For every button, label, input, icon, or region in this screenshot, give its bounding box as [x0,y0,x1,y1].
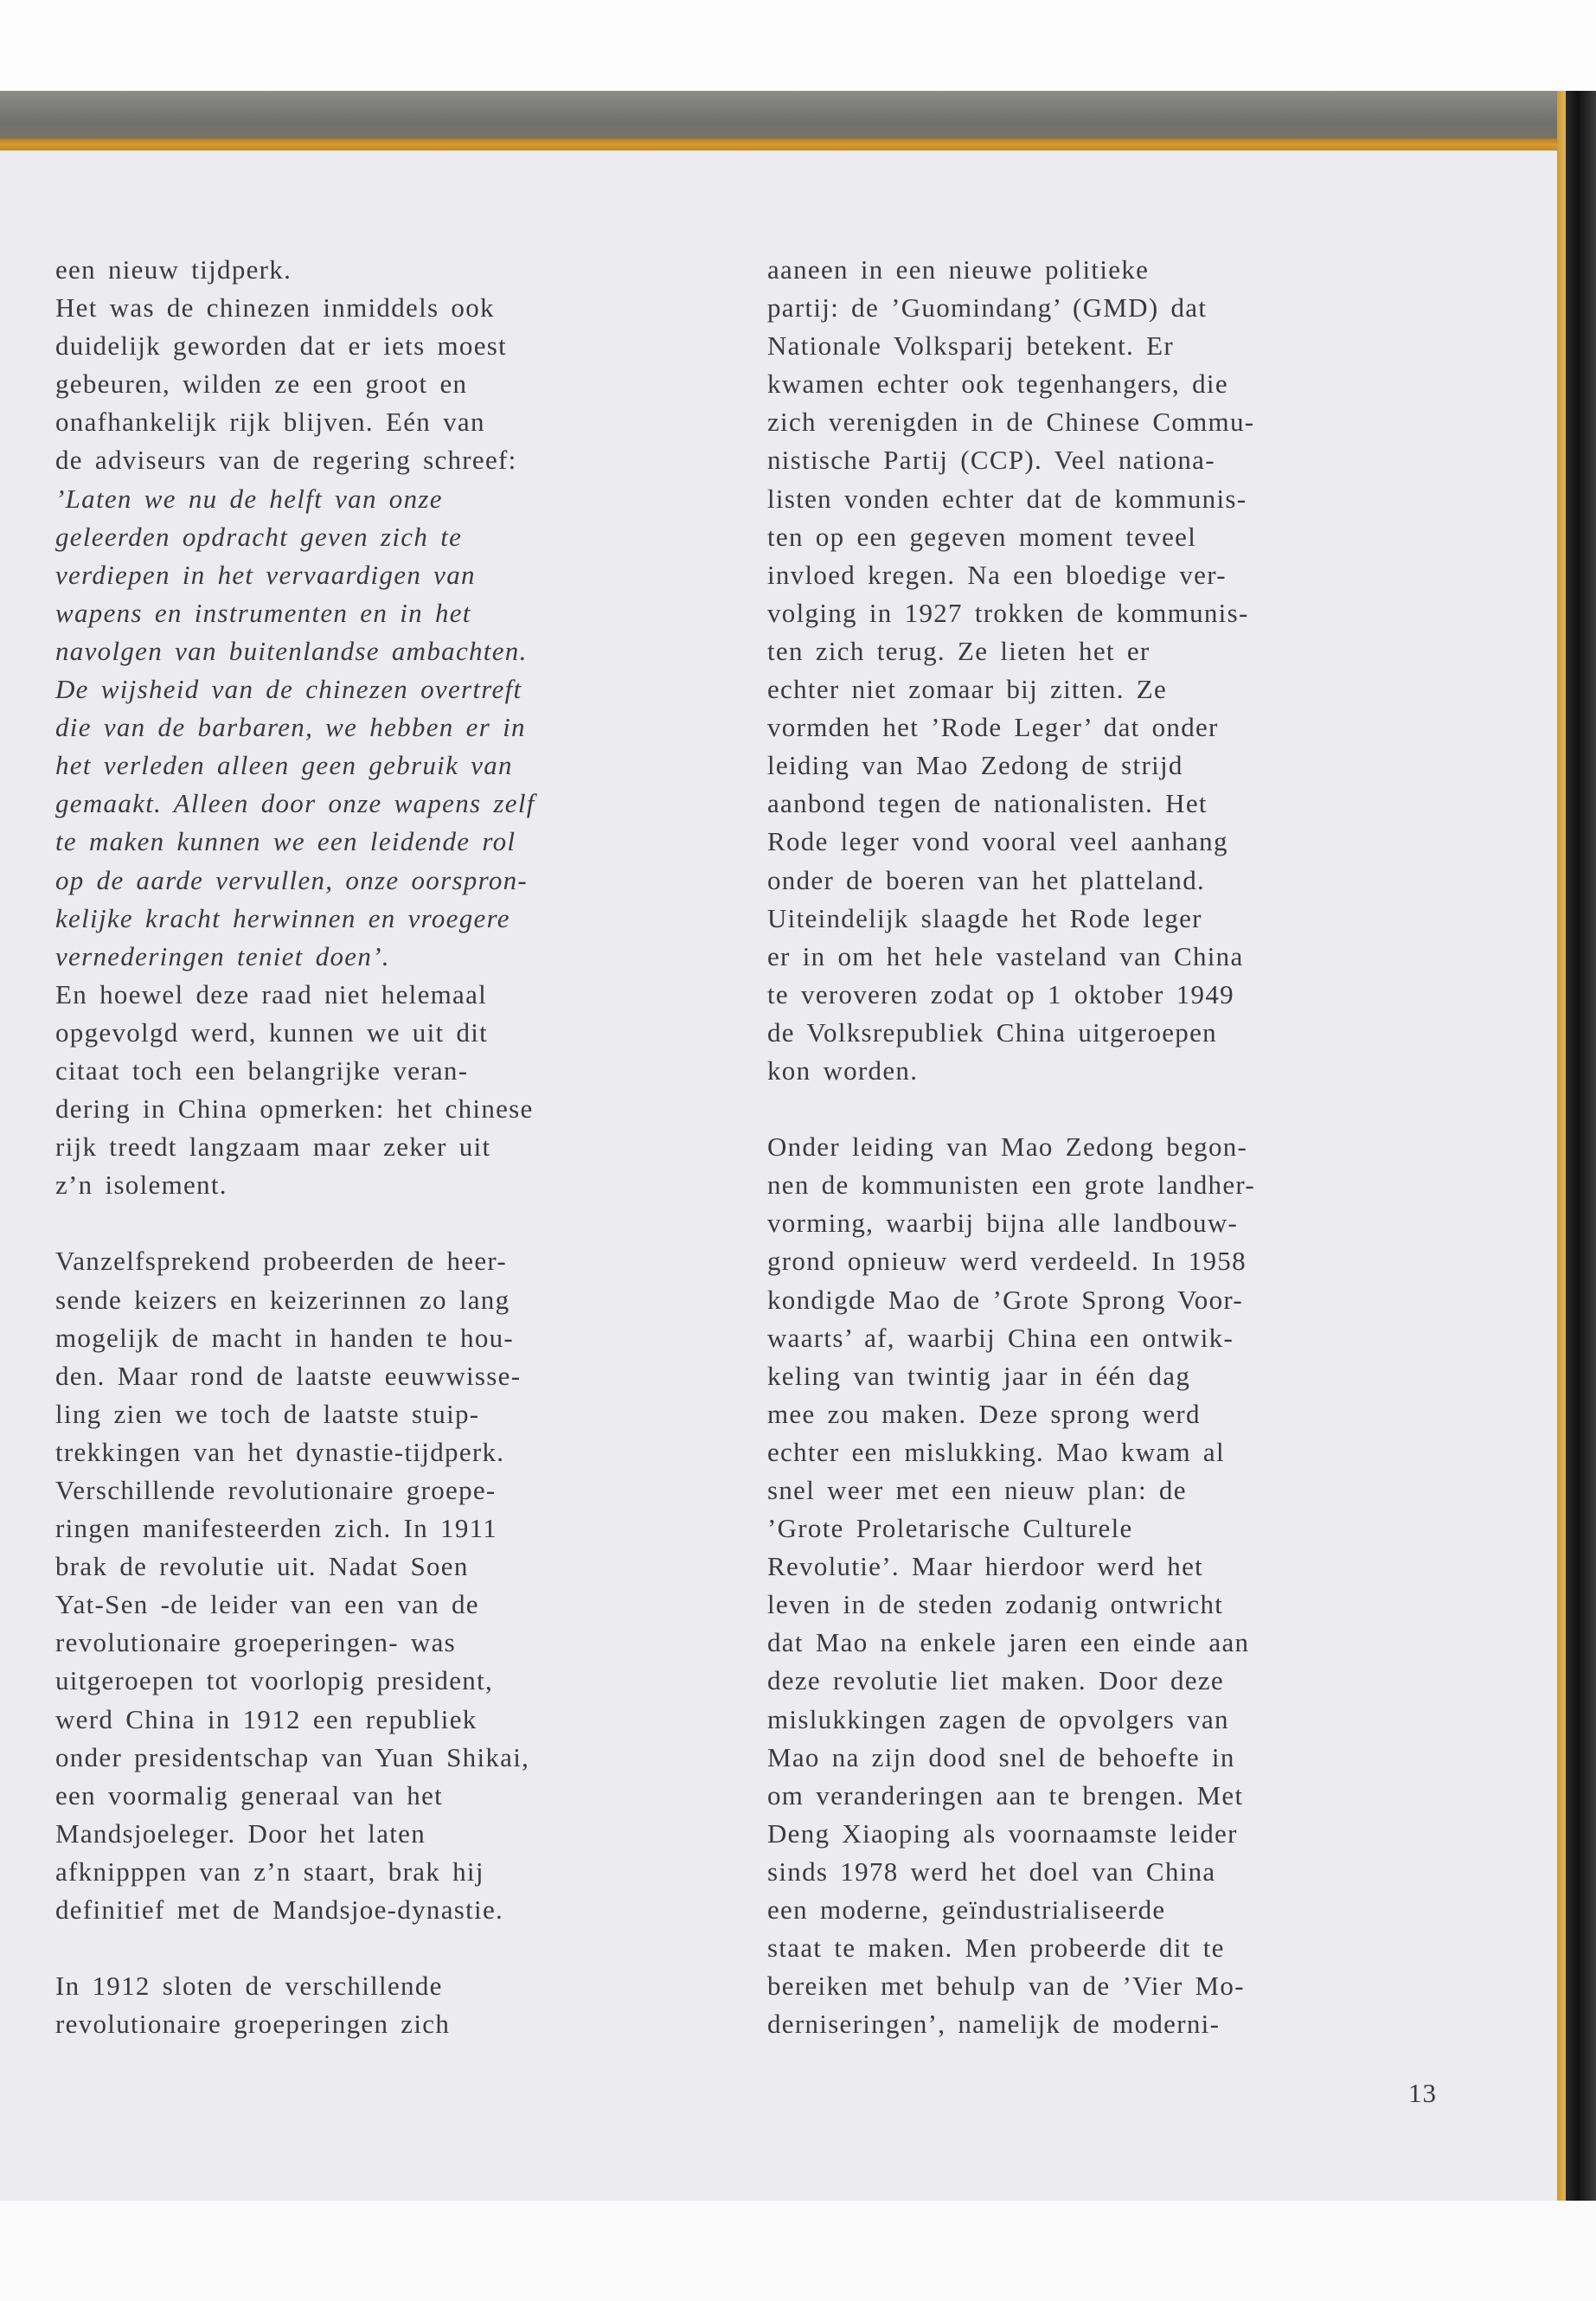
text-line: definitief met de Mandsjoe-dynastie. [55,1894,504,1926]
text-line: Deng Xiaoping als voornaamste leider [767,1817,1238,1849]
paragraph-break [767,1090,1459,1128]
text-line: Verschillende revolutionaire groepe- [55,1475,497,1505]
scanner-top-edge [0,91,1557,144]
page-edge-right [1557,91,1566,2202]
text-line: grond opnieuw werd verdeeld. In 1958 [767,1246,1247,1277]
book-edge-strip [0,138,1557,151]
text-line: den. Maar rond de laatste eeuwwisse- [55,1360,522,1391]
text-line: derniseringen’, namelijk de moderni- [767,2009,1221,2040]
text-line: verdiepen in het vervaardigen van [55,559,476,590]
text-line: ringen manifesteerden zich. In 1911 [55,1513,498,1544]
text-line: ’Grote Proletarische Culturele [767,1513,1133,1544]
text-line: Onder leiding van Mao Zedong begon- [767,1131,1248,1163]
text-line: vorming, waarbij bijna alle landbouw- [767,1208,1239,1239]
text-line: echter een mislukking. Mao kwam al [767,1436,1225,1467]
text-line: brak de revolutie uit. Nadat Soen [55,1551,469,1582]
text-line: nen de kommunisten een grote landher- [767,1170,1256,1201]
text-line: listen vonden echter dat de kommunis- [767,483,1247,514]
text-line: uitgeroepen tot voorlopig president, [55,1665,494,1696]
text-line: invloed kregen. Na een bloedige ver- [767,559,1227,590]
text-line: gebeuren, wilden ze een groot en [55,369,468,400]
text-line: wapens en instrumenten en in het [55,597,471,628]
text-line: Yat-Sen -de leider van een van de [55,1589,479,1620]
text-line: dat Mao na enkele jaren een einde aan [767,1627,1250,1658]
scan-bottom-margin [0,2201,1596,2301]
text-line: rijk treedt langzaam maar zeker uit [55,1131,491,1163]
text-line: duidelijk geworden dat er iets moest [55,330,508,362]
text-line: Nationale Volksparij betekent. Er [767,330,1174,362]
text-line: sende keizers en keizerinnen zo lang [55,1284,510,1315]
text-line: opgevolgd werd, kunnen we uit dit [55,1016,489,1048]
text-line: dering in China opmerken: het chinese [55,1093,534,1125]
text-line: te maken kunnen we een leidende rol [55,826,516,857]
text-line: partij: de ’Guomindang’ (GMD) dat [767,292,1208,324]
text-line: sinds 1978 werd het doel van China [767,1856,1216,1887]
text-line: leiding van Mao Zedong de strijd [767,750,1183,781]
page-number: 13 [1408,2078,1437,2108]
text-line: Mao na zijn dood snel de behoefte in [767,1741,1235,1772]
text-line: Rode leger vond vooral veel aanhang [767,826,1228,857]
paragraph-break [55,1929,713,1967]
text-line: te veroveren zodat op 1 oktober 1949 [767,978,1234,1009]
text-line: er in om het hele vasteland van China [767,940,1244,971]
text-line: onder de boeren van het platteland. [767,864,1206,895]
text-line: ’Laten we nu de helft van onze [55,483,443,514]
left-text-column [55,251,713,2043]
text-line: werd China in 1912 een republiek [55,1703,478,1734]
text-line: onder presidentschap van Yuan Shikai, [55,1741,530,1772]
text-line: keling van twintig jaar in één dag [767,1360,1191,1391]
text-line: het verleden alleen geen gebruik van [55,750,513,781]
text-line: mislukkingen zagen de opvolgers van [767,1703,1229,1734]
text-line: gemaakt. Alleen door onze wapens zelf [55,788,535,819]
right-text-column [767,251,1459,2043]
text-line: deze revolutie liet maken. Door deze [767,1665,1224,1696]
paragraph-break [55,1204,713,1242]
text-line: trekkingen van het dynastie-tijdperk. [55,1436,505,1467]
text-line: revolutionaire groeperingen zich [55,2009,451,2040]
text-line: vormden het ’Rode Leger’ dat onder [767,712,1219,743]
text-line: afknipppen van z’n staart, brak hij [55,1856,484,1887]
text-line: zich verenigden in de Chinese Commu- [767,407,1255,438]
text-line: geleerden opdracht geven zich te [55,521,463,552]
text-line: aanbond tegen de nationalisten. Het [767,788,1208,819]
text-line: aaneen in een nieuwe politieke [767,254,1150,285]
text-line: kwamen echter ook tegenhangers, die [767,369,1228,400]
text-line: leven in de steden zodanig ontwricht [767,1589,1224,1620]
text-line: ten zich terug. Ze lieten het er [767,635,1151,666]
text-line: Uiteindelijk slaagde het Rode leger [767,902,1202,933]
text-line: Het was de chinezen inmiddels ook [55,292,495,324]
scanner-right-edge [1566,91,1596,2202]
text-line: Revolutie’. Maar hierdoor werd het [767,1551,1204,1582]
text-line: vernederingen teniet doen’. [55,940,390,971]
text-line: revolutionaire groeperingen- was [55,1627,457,1658]
text-line: snel weer met een nieuw plan: de [767,1475,1187,1505]
text-line: nistische Partij (CCP). Veel nationa- [767,445,1215,476]
text-line: In 1912 sloten de verschillende [55,1971,443,2002]
text-line: mogelijk de macht in handen te hou- [55,1322,515,1353]
text-line: bereiken met behulp van de ’Vier Mo- [767,1971,1245,2002]
text-line: navolgen van buitenlandse ambachten. [55,635,528,666]
text-line: ling zien we toch de laatste stuip- [55,1398,480,1429]
text-line: staat te maken. Men probeerde dit te [767,1932,1225,1964]
text-line: volging in 1927 trokken de kommunis- [767,597,1249,628]
text-line: een nieuw tijdperk. [55,254,292,285]
text-line: kelijke kracht herwinnen en vroegere [55,902,510,933]
text-line: onafhankelijk rijk blijven. Eén van [55,407,485,438]
text-line: Mandsjoeleger. Door het laten [55,1817,426,1849]
text-line: die van de barbaren, we hebben er in [55,712,526,743]
text-line: citaat toch een belangrijke veran- [55,1054,469,1086]
text-line: de adviseurs van de regering schreef: [55,445,517,476]
text-line: z’n isolement. [55,1170,228,1201]
text-line: kon worden. [767,1054,919,1086]
text-line: waarts’ af, waarbij China een ontwik- [767,1322,1234,1353]
text-line: De wijsheid van de chinezen overtreft [55,674,522,705]
text-line: echter niet zomaar bij zitten. Ze [767,674,1168,705]
text-line: En hoewel deze raad niet helemaal [55,978,488,1009]
text-line: de Volksrepubliek China uitgeroepen [767,1016,1217,1048]
text-line: om veranderingen aan te brengen. Met [767,1779,1244,1811]
text-line: een voormalig generaal van het [55,1779,444,1811]
text-line: een moderne, geïndustrialiseerde [767,1894,1166,1926]
text-line: kondigde Mao de ’Grote Sprong Voor- [767,1284,1244,1315]
text-line: op de aarde vervullen, onze oorspron- [55,864,529,895]
text-line: ten op een gegeven moment teveel [767,521,1197,552]
text-line: mee zou maken. Deze sprong werd [767,1398,1201,1429]
text-line: Vanzelfsprekend probeerden de heer- [55,1246,508,1277]
